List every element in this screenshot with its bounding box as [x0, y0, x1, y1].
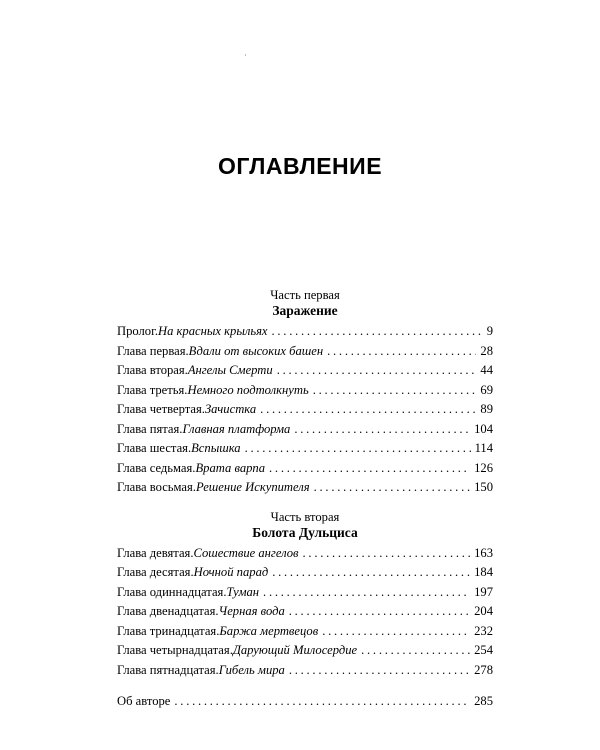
toc-entry[interactable]	[117, 544, 493, 564]
print-mark	[245, 54, 246, 56]
toc-entry[interactable]	[117, 420, 493, 440]
dot-leader	[174, 692, 470, 712]
entry-title: Гибель мира	[218, 662, 285, 677]
toc-entry[interactable]	[117, 583, 493, 603]
entry-label: Глава тринадцатая.	[117, 623, 220, 638]
entry-label: Глава четвертая.	[117, 402, 205, 416]
entry-page: 254	[474, 643, 493, 657]
entry-page: 184	[474, 565, 493, 579]
dot-leader	[263, 583, 470, 603]
toc-entry[interactable]	[117, 342, 493, 362]
toc-entry[interactable]	[117, 322, 493, 342]
entry-page: 104	[474, 421, 493, 436]
toc-entry-about-author[interactable]	[117, 692, 493, 712]
dot-leader	[272, 322, 483, 342]
entry-label: Глава восьмая.	[117, 480, 196, 494]
dot-leader	[289, 661, 470, 681]
entry-label: Глава десятая.	[117, 565, 194, 579]
entry-title: Черная вода	[218, 604, 285, 618]
dot-leader	[327, 342, 476, 362]
toc-entry[interactable]	[117, 641, 493, 661]
entry-page: 69	[480, 382, 493, 397]
dot-leader	[272, 563, 470, 583]
part-entries-2	[117, 544, 493, 681]
dot-leader	[260, 400, 476, 420]
entry-page: 204	[474, 604, 493, 618]
toc-entry[interactable]	[117, 381, 493, 401]
toc-entry[interactable]	[117, 459, 493, 479]
entry-page: 278	[474, 662, 493, 677]
entry-label: Глава одиннадцатая.	[117, 584, 227, 599]
entry-title: Вдали от высоких башен	[188, 343, 324, 358]
dot-leader	[303, 544, 471, 564]
entry-title: Решение Искупителя	[195, 480, 310, 494]
toc-entry[interactable]	[117, 400, 493, 420]
entry-page: 232	[474, 623, 493, 638]
entry-page: 114	[474, 441, 493, 455]
entry-page: 89	[480, 402, 493, 416]
toc-entry[interactable]	[117, 478, 493, 498]
dot-leader	[269, 459, 470, 479]
part-header-1	[117, 288, 493, 319]
dot-leader	[322, 622, 470, 642]
entry-page: 126	[474, 460, 493, 475]
entry-label: Пролог.	[117, 324, 158, 338]
entry-title: Зачистка	[204, 402, 257, 416]
page-title: ОГЛАВЛЕНИЕ	[217, 153, 383, 179]
toc-entry[interactable]	[117, 661, 493, 681]
toc-entry[interactable]	[117, 602, 493, 622]
part-title: Заражение	[272, 303, 338, 318]
entry-label: Об авторе	[117, 694, 171, 708]
dot-leader	[294, 420, 470, 440]
part-header-2	[117, 510, 493, 541]
toc-entry[interactable]	[117, 361, 493, 381]
entry-title: Врата варпа	[195, 460, 266, 475]
entry-label: Глава третья.	[117, 382, 188, 397]
entry-title: Ночной парад	[193, 565, 269, 579]
entry-title: Дарующий Милосердие	[232, 643, 358, 657]
entry-page: 163	[474, 545, 493, 560]
entry-label: Глава пятнадцатая.	[117, 662, 219, 677]
dot-leader	[314, 478, 470, 498]
entry-title: Вспышка	[191, 441, 241, 455]
part-label: Часть первая	[270, 288, 340, 302]
entry-title: Сошествие ангелов	[193, 545, 299, 560]
toc-entry[interactable]	[117, 439, 493, 459]
entry-page: 150	[474, 480, 493, 494]
dot-leader	[313, 381, 477, 401]
entry-page: 9	[486, 324, 493, 338]
part-title: Болота Дульциса	[252, 524, 358, 540]
toc-entry[interactable]	[117, 563, 493, 583]
table-of-contents	[117, 288, 493, 712]
entry-page: 28	[480, 343, 493, 358]
entry-label: Глава шестая.	[117, 441, 192, 455]
entry-label: Глава первая.	[117, 343, 189, 358]
entry-label: Глава четырнадцатая.	[117, 643, 233, 657]
part-label: Часть вторая	[270, 509, 340, 524]
entry-title: Ангелы Смерти	[187, 363, 273, 377]
dot-leader	[245, 439, 471, 459]
entry-label: Глава двенадцатая.	[117, 604, 219, 618]
entry-label: Глава вторая.	[117, 363, 188, 377]
toc-entry[interactable]	[117, 622, 493, 642]
entry-page: 285	[474, 694, 493, 708]
entry-title: На красных крыльях	[158, 324, 268, 338]
dot-leader	[361, 641, 470, 661]
entry-page: 197	[474, 584, 493, 599]
dot-leader	[289, 602, 470, 622]
part-entries-1	[117, 322, 493, 498]
entry-title: Туман	[226, 584, 260, 599]
entry-label: Глава девятая.	[117, 545, 194, 560]
entry-page: 44	[480, 363, 493, 377]
entry-title: Главная платформа	[182, 421, 291, 436]
entry-label: Глава пятая.	[117, 421, 183, 436]
dot-leader	[277, 361, 477, 381]
entry-title: Баржа мертвецов	[219, 623, 319, 638]
entry-label: Глава седьмая.	[117, 460, 196, 475]
entry-title: Немного подтолкнуть	[187, 382, 309, 397]
